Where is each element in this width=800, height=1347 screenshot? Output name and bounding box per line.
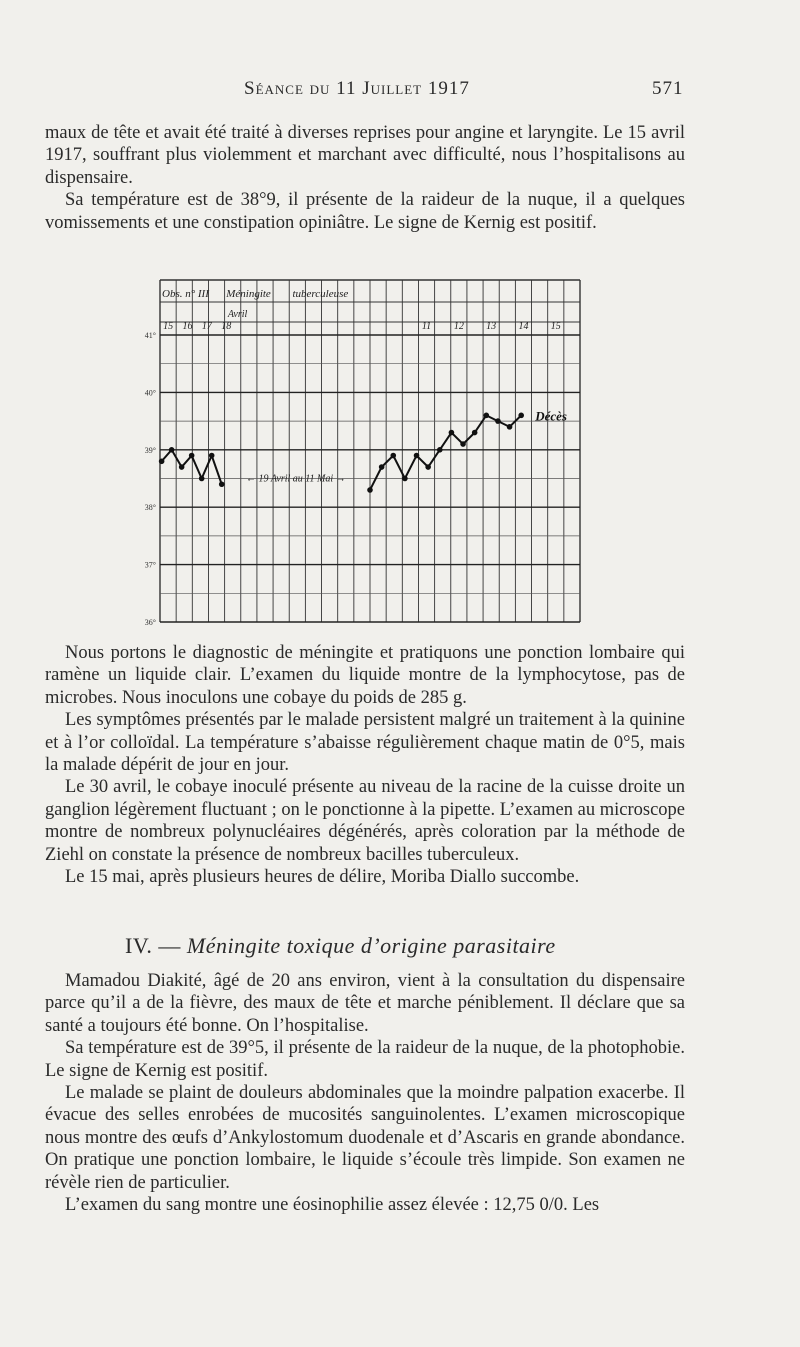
paragraph-10: L’examen du sang montre une éosinophilie assez élevée : 12,75 0/0. Les xyxy=(65,1195,600,1216)
chart-header-cell: Obs. n° III xyxy=(162,288,209,300)
x-label-may: 12 xyxy=(453,321,464,332)
chart-header-cell: Méningite xyxy=(226,288,271,300)
chart-header xyxy=(162,288,348,320)
temperature-point xyxy=(219,481,225,487)
paragraph-7: Mamadou Diakité, âgé de 20 ans environ, vient à la consultation du dispensaire parce qu’il a de la fièvre, des maux de tête et marche péniblement. Il déclare que sa santé a toujours été bonne. On l’hospitalise. xyxy=(45,971,685,1036)
x-label-may: 14 xyxy=(518,321,529,332)
paragraph-2: Sa température est de 38°9, il présente de la raideur de la nuque, il a quelques vomissements et une constipation opiniâtre. Le signe de Kernig est positif. xyxy=(45,190,685,233)
text-block-mid xyxy=(45,642,685,888)
y-tick-label: 40° xyxy=(144,388,156,398)
y-tick-labels xyxy=(145,331,156,627)
y-tick-label: 36° xyxy=(144,618,156,627)
x-label-may: 13 xyxy=(486,321,497,332)
temperature-point xyxy=(437,447,443,453)
temperature-point xyxy=(209,453,215,459)
page-number: 571 xyxy=(652,78,684,99)
paragraph-1: maux de tête et avait été traité à diverses reprises pour angine et laryngite. Le 15 avril 1917, souffrant plus violemment et marchant avec difficulté, nous l’hospitalisons au dispensaire. xyxy=(45,123,685,188)
x-label-april: 15 xyxy=(163,321,174,332)
deces-annotation: Décès xyxy=(535,408,567,424)
temperature-point xyxy=(169,447,175,453)
x-label-april: 16 xyxy=(182,321,193,332)
paragraph-3: Nous portons le diagnostic de méningite et pratiquons une ponction lombaire qui ramène un liquide clair. L’examen du liquide montre de la lymphocytose, pas de microbes. Nous inoculons une cobaye du poids de 285 g. xyxy=(45,643,685,708)
temperature-point xyxy=(199,476,205,482)
chart-annotations xyxy=(246,408,567,484)
temperature-point xyxy=(402,476,408,482)
temperature-point xyxy=(507,424,513,430)
temperature-point xyxy=(495,418,501,424)
x-label-april: 17 xyxy=(201,321,212,332)
temperature-point xyxy=(390,453,396,459)
temperature-point xyxy=(484,413,490,419)
chart-header-cell: Avril xyxy=(227,309,248,320)
temperature-point xyxy=(189,453,195,459)
gap-annotation: ← 19 Avril au 11 Mai → xyxy=(246,473,346,485)
temperature-point xyxy=(414,453,420,459)
y-tick-label: 41° xyxy=(144,331,156,340)
temperature-point xyxy=(425,464,431,470)
text-block-top xyxy=(45,122,685,234)
y-tick-label: 39° xyxy=(144,445,156,455)
paragraph-9: Le malade se plaint de douleurs abdominales que la moindre palpation exacerbe. Il évacue des selles enrobées de mucosités sanguinolentes. L’examen microscopique nous montre des œufs d’Ankylostomum duodenale et d’Ascaris en grande abondance. On pratique une ponction lombaire, le liquide s’écoule très limpide. Son examen ne révèle rien de particulier. xyxy=(45,1083,685,1193)
section-heading xyxy=(125,933,556,959)
temperature-point xyxy=(460,441,466,447)
section-number: IV. xyxy=(125,933,153,958)
temperature-point xyxy=(179,464,185,470)
y-tick-label: 38° xyxy=(144,503,156,513)
x-label-may: 11 xyxy=(421,321,432,332)
temperature-point xyxy=(518,413,524,419)
temperature-point xyxy=(379,464,385,470)
x-label-may: 15 xyxy=(550,321,561,332)
temperature-point xyxy=(367,487,373,493)
paragraph-6: Le 15 mai, après plusieurs heures de délire, Moriba Diallo succombe. xyxy=(65,867,580,888)
temperature-point xyxy=(449,430,455,436)
temperature-point xyxy=(472,430,478,436)
paragraph-5: Le 30 avril, le cobaye inoculé présente au niveau de la racine de la cuisse droite un ganglion légèrement fluctuant ; on le ponctionne à la pipette. L’examen au microscope montre de nombreux polynucléaires dégénérés, après coloration par la méthode de Ziehl on constate la présence de nombreux bacilles tuberculeux. xyxy=(45,777,685,865)
paragraph-4: Les symptômes présentés par le malade persistent malgré un traitement à la quinine et à l’or colloïdal. La température s’abaisse régulièrement chaque matin de 0°5, mais la malade dépérit de jour en jour. xyxy=(45,710,685,776)
y-tick-label: 37° xyxy=(144,560,156,570)
section-dash: — xyxy=(158,933,181,958)
running-head xyxy=(0,78,800,108)
temperature-point xyxy=(159,458,165,464)
x-label-april: 18 xyxy=(221,321,232,332)
running-title: Séance du 11 Juillet 1917 xyxy=(244,78,470,99)
temperature-chart xyxy=(128,270,598,630)
chart-header-cell: tuberculeuse xyxy=(292,288,349,300)
x-tick-labels xyxy=(163,321,561,332)
text-block-bottom xyxy=(45,970,685,1216)
paragraph-8: Sa température est de 39°5, il présente de la raideur de la nuque, de la photophobie. Le signe de Kernig est positif. xyxy=(45,1038,685,1081)
section-title: Méningite toxique d’origine parasitaire xyxy=(186,933,556,958)
